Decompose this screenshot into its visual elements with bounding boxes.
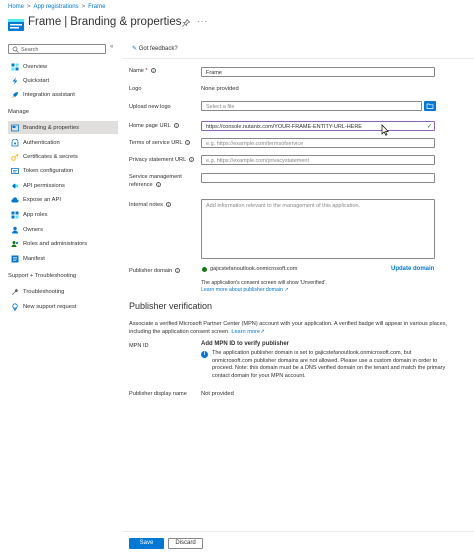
sidebar-item-label: Quickstart: [23, 77, 50, 84]
search-icon: [12, 46, 19, 55]
publisher-display-name-value: Not provided: [201, 391, 234, 397]
feedback-icon: ✎: [132, 46, 138, 52]
external-link-icon: ↗: [284, 287, 289, 294]
publisher-note: [201, 280, 421, 294]
privacy-url-input[interactable]: e.g. https://example.com/privacystatement: [201, 155, 435, 165]
publisher-learn-more-link[interactable]: Learn more about publisher domain: [201, 287, 283, 294]
name-input[interactable]: Frame: [201, 67, 435, 77]
info-icon[interactable]: i: [177, 269, 179, 274]
key-icon: [11, 153, 19, 161]
service-mgmt-input[interactable]: [201, 173, 435, 183]
breadcrumb-app-registrations[interactable]: App registrations: [33, 4, 79, 10]
notes-label: Internal notes i: [129, 202, 169, 208]
footer-divider: [122, 531, 474, 532]
publisher-display-name-label: Publisher display name: [129, 391, 187, 397]
internal-notes-textarea[interactable]: Add information relevant to the management of this application.: [201, 199, 435, 259]
owners-icon: [11, 226, 19, 234]
sidebar-item-certificates[interactable]: [8, 150, 118, 163]
sidebar-item-troubleshooting[interactable]: [8, 285, 118, 298]
sidebar-item-label: Roles and administrators: [23, 240, 88, 247]
feedback-button[interactable]: [132, 45, 178, 52]
collapse-sidebar-icon[interactable]: «: [110, 44, 114, 50]
info-icon[interactable]: i: [175, 124, 177, 129]
publisher-domain-value: gajicstefanoutlook.onmicrosoft.com: [210, 266, 298, 272]
page-title-app: Frame: [28, 16, 62, 28]
publisher-verification-heading: Publisher verification: [129, 301, 213, 311]
sidebar-item-label: Manifest: [23, 255, 45, 262]
manifest-icon: [11, 255, 19, 263]
mouse-cursor-icon: [381, 124, 389, 138]
sidebar-item-quickstart[interactable]: [8, 74, 118, 87]
page-title: Frame | Branding & properties: [28, 16, 182, 28]
sidebar-item-expose-api[interactable]: [8, 193, 118, 206]
tos-label: Terms of service URL i: [129, 140, 189, 146]
support-request-icon: [11, 303, 19, 311]
publisher-note-text: The application's consent screen will show 'Unverified'.: [201, 280, 327, 286]
info-icon[interactable]: i: [152, 69, 154, 74]
breadcrumb-home[interactable]: Home: [8, 4, 25, 10]
rocket-icon: [11, 91, 19, 99]
sidebar-item-label: Branding & properties: [23, 124, 80, 131]
folder-icon: [424, 101, 436, 111]
api-permissions-icon: [11, 182, 19, 190]
toolbar-divider: [122, 58, 474, 59]
verification-learn-more-link[interactable]: Learn more: [231, 329, 260, 335]
breadcrumb: Home > App registrations > Frame: [8, 4, 106, 10]
breadcrumb-frame[interactable]: Frame: [88, 4, 106, 10]
sidebar-item-label: Authentication: [23, 139, 60, 146]
cloud-icon: [11, 196, 19, 204]
external-link-icon: ↗: [259, 329, 265, 335]
service-mgmt-label: Service management reference i: [129, 174, 182, 188]
save-button[interactable]: Save: [129, 538, 164, 549]
upload-logo-input[interactable]: Select a file: [201, 101, 422, 111]
sidebar-item-owners[interactable]: [8, 223, 118, 236]
app-registration-icon: [8, 18, 24, 32]
mpn-message: The application publisher domain is set to gajicstefanoutlook.onmicrosoft.com, but onmicrosoft.com publisher domains are not allowed. Please use a custom domain in order to proceed. Note: this domain must be a DNS verified domain on the tenant and match the primary contact domain for your MPN account.: [212, 350, 446, 380]
publisher-domain-status-icon: [202, 267, 207, 272]
publisher-domain-label: Publisher domain i: [129, 268, 179, 274]
sidebar-item-app-roles[interactable]: [8, 208, 118, 221]
mpn-id-label: MPN ID: [129, 343, 149, 349]
sidebar-item-branding[interactable]: [8, 121, 118, 134]
update-domain-link[interactable]: Update domain: [391, 266, 435, 272]
sidebar-item-label: Expose an API: [23, 196, 62, 203]
sidebar-item-label: App roles: [23, 211, 48, 218]
branding-icon: [11, 124, 19, 132]
sidebar-item-authentication[interactable]: [8, 136, 118, 149]
sidebar-section-support: Support + Troubleshooting: [8, 273, 77, 279]
publisher-verification-description: Associate a verified Microsoft Partner Center (MPN) account with your application. A verified badge will appear in various places, including the application consent screen. Learn more↗: [129, 321, 448, 335]
sidebar-item-label: Overview: [23, 63, 48, 70]
info-icon[interactable]: i: [187, 141, 189, 146]
sidebar-item-label: Token configuration: [23, 167, 74, 174]
info-icon[interactable]: i: [167, 203, 169, 208]
pin-icon[interactable]: [182, 19, 190, 29]
token-icon: [11, 167, 19, 175]
logo-value: None provided: [201, 86, 239, 92]
sidebar-item-label: Troubleshooting: [23, 288, 65, 295]
feedback-label: Got feedback?: [138, 46, 178, 52]
upload-file-button[interactable]: [424, 101, 436, 111]
privacy-label: Privacy statement URL i: [129, 157, 193, 163]
sidebar-item-integration-assistant[interactable]: [8, 88, 118, 101]
wrench-icon: [11, 288, 19, 296]
sidebar-item-roles-admins[interactable]: [8, 237, 118, 250]
info-circle-icon: i: [201, 351, 208, 358]
sidebar-item-token-configuration[interactable]: [8, 164, 118, 177]
homepage-url-input[interactable]: https://console.nutanix.com/YOUR-FRAME-ENTITY-URL-HERE: [201, 121, 435, 131]
app-roles-icon: [11, 211, 19, 219]
discard-button[interactable]: Discard: [168, 538, 203, 549]
tos-url-input[interactable]: e.g. https://example.com/termsofservice: [201, 138, 435, 148]
sidebar-item-label: New support request: [23, 303, 77, 310]
homepage-label: Home page URL i: [129, 123, 177, 129]
more-options-icon[interactable]: ···: [197, 17, 208, 26]
overview-icon: [11, 63, 19, 71]
info-icon[interactable]: i: [191, 158, 193, 163]
search-placeholder: Search: [21, 46, 39, 53]
info-icon[interactable]: i: [157, 182, 159, 187]
valid-check-icon: ✓: [427, 124, 433, 130]
sidebar-item-label: API permissions: [23, 182, 65, 189]
sidebar-item-api-permissions[interactable]: [8, 179, 118, 192]
page-title-section: Branding & properties: [70, 16, 182, 28]
sidebar-search-input[interactable]: [8, 44, 106, 54]
quickstart-icon: [11, 77, 19, 85]
sidebar-item-new-support-request[interactable]: [8, 300, 118, 313]
sidebar-item-label: Certificates & secrets: [23, 153, 78, 160]
name-label: Name * i: [129, 68, 154, 74]
roles-admins-icon: [11, 240, 19, 248]
sidebar-section-manage: Manage: [8, 109, 29, 115]
authentication-icon: [11, 139, 19, 147]
sidebar-item-manifest[interactable]: [8, 252, 118, 265]
sidebar-item-label: Owners: [23, 226, 43, 233]
sidebar-item-overview[interactable]: [8, 60, 118, 73]
upload-logo-label: Upload new logo: [129, 104, 171, 110]
logo-label: Logo: [129, 86, 142, 92]
mpn-title: Add MPN ID to verify publisher: [201, 341, 290, 347]
sidebar-item-label: Integration assistant: [23, 91, 75, 98]
